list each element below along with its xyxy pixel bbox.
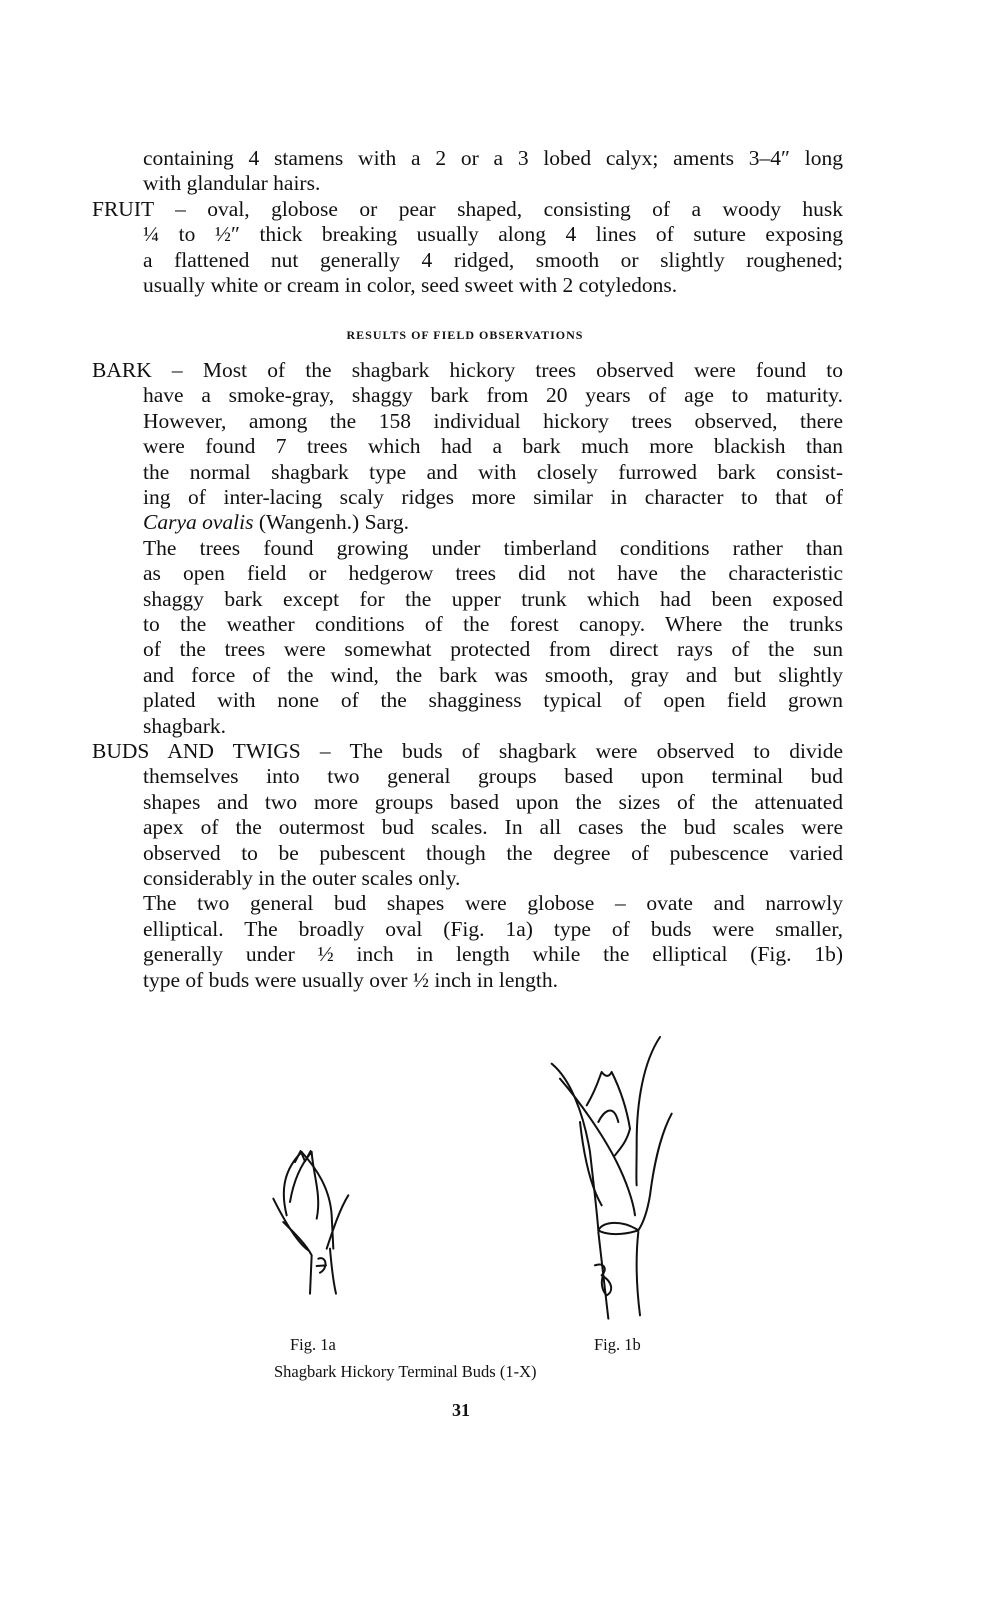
section-heading: RESULTS OF FIELD OBSERVATIONS <box>346 328 584 342</box>
species-authority: (Wangenh.) Sarg. <box>253 510 409 535</box>
figure-caption: Shagbark Hickory Terminal Buds (1-X) <box>274 1362 537 1381</box>
text-line: usually white or cream in color, seed sweet with 2 cotyledons. <box>143 273 678 297</box>
text-line: type of buds were usually over ½ inch in length. <box>143 967 558 992</box>
text-line: have a smoke-gray, shaggy bark from 20 years of age to maturity. <box>143 383 843 408</box>
text-line: were found 7 trees which had a bark much more blackish than <box>143 434 843 459</box>
text-line: with glandular hairs. <box>143 171 321 196</box>
figure-label-1b: Fig. 1b <box>594 1335 641 1354</box>
page-number: 31 <box>452 1400 470 1420</box>
text-line: themselves into two general groups based upon terminal bud <box>143 764 843 789</box>
species-name: Carya ovalis <box>143 510 254 535</box>
text-line: ing of inter-lacing scaly ridges more similar in character to that of <box>143 485 843 509</box>
text-line: apex of the outermost bud scales. In all cases the bud scales were <box>143 815 843 840</box>
text-line: shaggy bark except for the upper trunk which had been exposed <box>143 586 843 611</box>
figure-label-1a: Fig. 1a <box>290 1335 336 1354</box>
text-line: BUDS AND TWIGS – The buds of shagbark were observed to divide <box>92 739 843 763</box>
text-line: FRUIT – oval, globose or pear shaped, consisting of a woody husk <box>92 196 843 221</box>
text-line: a flattened nut generally 4 ridged, smooth or slightly roughened; <box>143 247 843 272</box>
text-line: The trees found growing under timberland conditions rather than <box>143 535 843 560</box>
text-line: considerably in the outer scales only. <box>143 866 461 890</box>
text-line: the normal shagbark type and with closely furrowed bark consist- <box>143 459 843 484</box>
text-line: ¼ to ½″ thick breaking usually along 4 lines of suture exposing <box>143 222 843 247</box>
bud-drawing-fig-1b <box>552 1037 672 1319</box>
bud-drawing-fig-1a <box>273 1151 348 1294</box>
text-line: BARK – Most of the shagbark hickory trees observed were found to <box>92 358 843 382</box>
text-line: containing 4 stamens with a 2 or a 3 lobed calyx; aments 3–4″ long <box>143 146 843 170</box>
text-line: The two general bud shapes were globose – ovate and narrowly <box>143 891 843 916</box>
text-line: However, among the 158 individual hickory trees observed, there <box>143 408 843 433</box>
text-line <box>143 510 843 535</box>
text-line: shapes and two more groups based upon the sizes of the attenuated <box>143 789 843 814</box>
text-line: observed to be pubescent though the degree of pubescence varied <box>143 840 843 865</box>
text-line: generally under ½ inch in length while the elliptical (Fig. 1b) <box>143 942 843 967</box>
text-line: plated with none of the shagginess typical of open field grown <box>143 688 843 713</box>
text-line: to the weather conditions of the forest canopy. Where the trunks <box>143 612 843 636</box>
text-line: elliptical. The broadly oval (Fig. 1a) type of buds were smaller, <box>143 916 843 941</box>
text-line: shagbark. <box>143 713 226 738</box>
text-line: as open field or hedgerow trees did not have the characteristic <box>143 561 843 586</box>
text-line: of the trees were somewhat protected from direct rays of the sun <box>143 637 843 662</box>
text-line: and force of the wind, the bark was smooth, gray and but slightly <box>143 662 843 687</box>
